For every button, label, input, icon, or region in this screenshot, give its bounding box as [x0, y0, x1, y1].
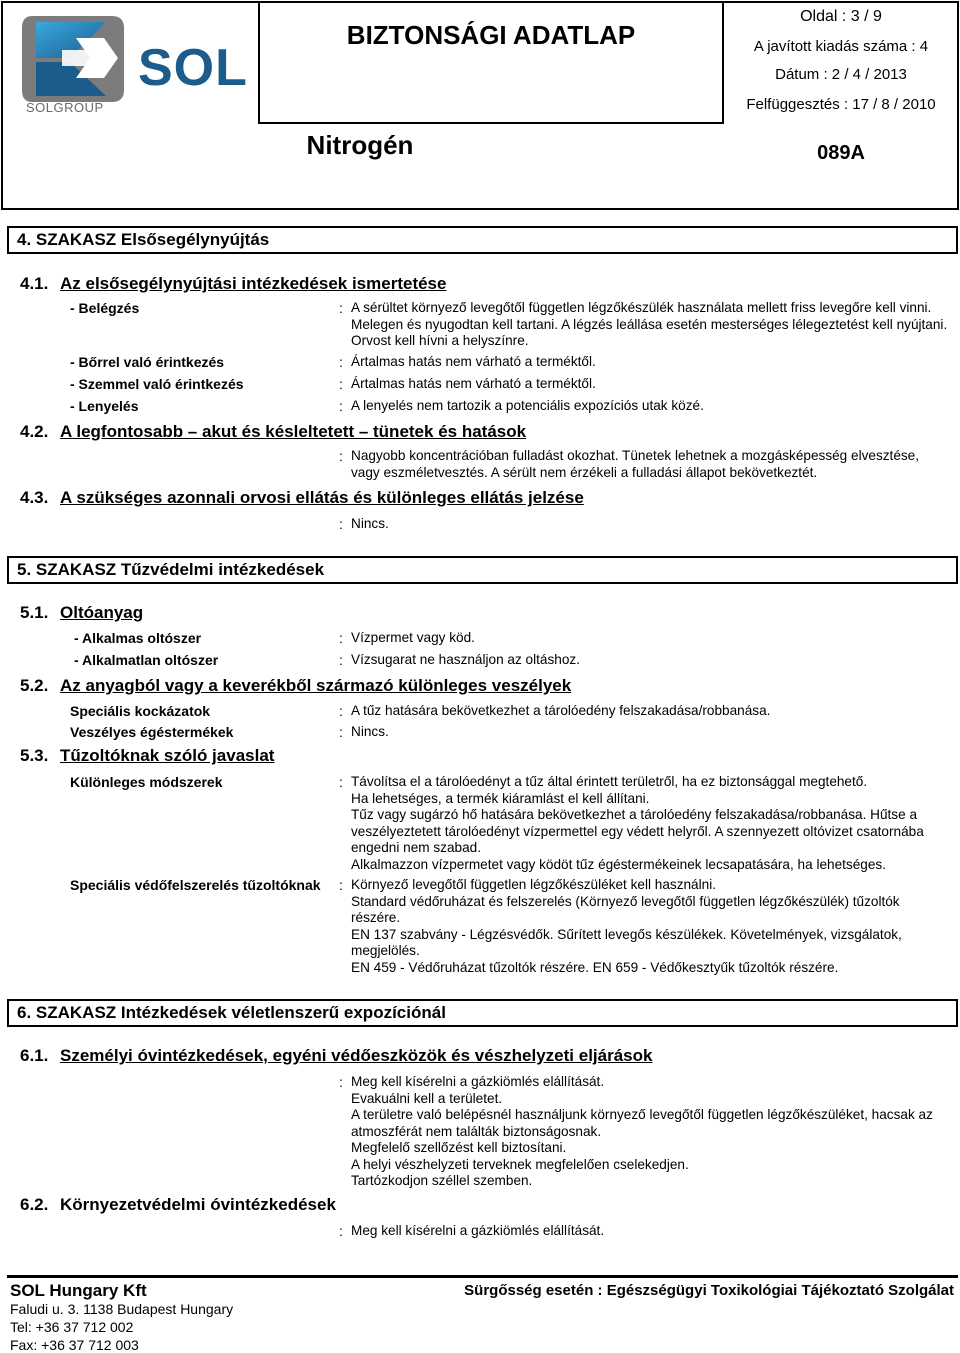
- text-line: Környező levegőtől független légzőkészüléket kell használni.: [351, 877, 716, 892]
- special-risks-value: A tűz hatására bekövetkezhet a tárolóedény felszakadása/robbanása.: [351, 703, 771, 718]
- text-line: Standard védőruházat és felszerelés (Környező levegőtől független légzőkészülék) tűzoltók részére.: [351, 893, 900, 925]
- footer-company: SOL Hungary Kft: [10, 1281, 147, 1300]
- subsection-title: Személyi óvintézkedések, egyéni védőeszközök és vészhelyzeti eljárások: [60, 1046, 653, 1065]
- subsection-number: 4.3.: [20, 488, 49, 507]
- footer-rule: [7, 1275, 958, 1278]
- company-logo: [14, 8, 250, 118]
- subsection-number: 4.2.: [20, 422, 49, 441]
- text-line: Ha lehetséges, a termék kiáramlást el kell állítani.: [351, 790, 650, 806]
- subsection-title: Környezetvédelmi óvintézkedések: [60, 1195, 336, 1214]
- subsection-6-2-heading: [20, 1195, 336, 1215]
- section-4-heading: 4. SZAKASZ Elsősegélynyújtás: [7, 226, 958, 254]
- text-line: Megfelelő szellőzést kell biztosítani.: [351, 1140, 567, 1155]
- section-6-heading: 6. SZAKASZ Intézkedések véletlenszerű expozíciónál: [7, 999, 958, 1027]
- colon: :: [339, 448, 343, 464]
- personal-precautions-value: [351, 1074, 951, 1190]
- colon: :: [339, 703, 343, 719]
- subsection-4-3-heading: [20, 488, 584, 508]
- colon: :: [339, 398, 343, 414]
- product-name: Nitrogén: [306, 130, 414, 160]
- unsuitable-media-value: Vízsugarat ne használjon az oltáshoz.: [351, 652, 580, 667]
- combustion-products-label: Veszélyes égéstermékek: [70, 724, 234, 740]
- text-line: A területre való belépésnél használjunk környező levegőtől független légzőkészüléket, hacsak az atmoszférát nem találták biztonságosnak.: [351, 1107, 933, 1139]
- subsection-number: 6.1.: [20, 1046, 49, 1065]
- environmental-precautions-value: Meg kell kísérelni a gázkiömlés elállítását.: [351, 1223, 605, 1238]
- medical-attention-value: Nincs.: [351, 516, 389, 531]
- subsection-title: A legfontosabb – akut és késleltetett – tünetek és hatások: [60, 422, 527, 441]
- page-number: Oldal : 3 / 9: [800, 8, 882, 25]
- ingestion-value: A lenyelés nem tartozik a potenciális expozíciós utak közé.: [351, 398, 704, 413]
- colon: :: [339, 774, 343, 790]
- protective-equipment-value: [351, 877, 951, 976]
- revision-date: Dátum : 2 / 4 / 2013: [775, 66, 907, 83]
- product-code: 089A: [817, 142, 865, 164]
- skin-contact-value: Ártalmas hatás nem várható a terméktől.: [351, 354, 596, 369]
- text-line: A helyi vészhelyzeti terveknek megfelelően cselekedjen.: [351, 1156, 689, 1172]
- subsection-title: Az elsősegélynyújtási intézkedések ismertetése: [60, 274, 447, 293]
- text-line: Tűz vagy sugárzó hő hatására bekövetkezhet a tárolóedény felszakadása/robbanása. Hűtse a veszélyeztetett tárolóedényt vízpermettel egy védett helyről. A szennyezett oltóvizet csatornába engedni nem szabad.: [351, 807, 924, 855]
- revision-number: A javított kiadás száma : 4: [753, 38, 929, 55]
- colon: :: [339, 1074, 343, 1090]
- colon: :: [339, 516, 343, 532]
- colon: :: [339, 376, 343, 392]
- footer-emergency: Sürgősség esetén : Egészségügyi Toxikológiai Tájékoztató Szolgálat: [464, 1282, 954, 1299]
- colon: :: [339, 300, 343, 316]
- section-5-heading: 5. SZAKASZ Tűzvédelmi intézkedések: [7, 556, 958, 584]
- colon: :: [339, 877, 343, 893]
- logo-text: SOL: [138, 39, 248, 97]
- subsection-number: 5.3.: [20, 746, 49, 765]
- ingestion-label: - Lenyelés: [70, 398, 139, 414]
- subsection-title: Tűzoltóknak szóló javaslat: [60, 746, 275, 765]
- subsection-title: Oltóanyag: [60, 603, 144, 622]
- subsection-number: 5.2.: [20, 676, 49, 695]
- unsuitable-media-label: - Alkalmatlan oltószer: [74, 652, 219, 668]
- subsection-number: 5.1.: [20, 603, 49, 622]
- colon: :: [339, 652, 343, 668]
- document-title: BIZTONSÁGI ADATLAP: [346, 20, 636, 50]
- text-line: Meg kell kísérelni a gázkiömlés elállítását.: [351, 1074, 605, 1089]
- text-line: Távolítsa el a tárolóedényt a tűz által érintett területről, ha ez biztonsággal megtehető.: [351, 774, 868, 789]
- protective-equipment-label: Speciális védőfelszerelés tűzoltóknak: [70, 877, 321, 893]
- colon: :: [339, 1223, 343, 1239]
- subsection-5-3-heading: [20, 746, 274, 766]
- footer-address: Faludi u. 3. 1138 Budapest Hungary: [10, 1301, 234, 1317]
- text-line: Evakuálni kell a területet.: [351, 1090, 503, 1106]
- subsection-number: 6.2.: [20, 1195, 49, 1214]
- header-divider-h: [258, 122, 724, 124]
- logo-subtext: SOLGROUP: [26, 100, 104, 115]
- symptoms-value: Nagyobb koncentrációban fulladást okozhat. Tünetek lehetnek a mozgásképesség elvesztése, vagy eszméletvesztés. A sérült nem érzékeli a fulladási állapot bekövetkeztét.: [351, 448, 920, 480]
- combustion-products-value: Nincs.: [351, 724, 389, 739]
- colon: :: [339, 724, 343, 740]
- skin-contact-label: - Bőrrel való érintkezés: [70, 354, 225, 370]
- subsection-4-2-heading: [20, 422, 526, 442]
- text-line: EN 137 szabvány - Légzésvédők. Sűrített levegős készülékek. Követelmények, vizsgálatok, megjelölés.: [351, 926, 902, 958]
- footer-phone: Tel: +36 37 712 002: [10, 1319, 134, 1335]
- subsection-5-1-heading: [20, 603, 143, 623]
- text-line: Tartózkodjon széllel szemben.: [351, 1173, 533, 1188]
- suitable-media-value: Vízpermet vagy köd.: [351, 630, 475, 645]
- text-line: Alkalmazzon vízpermetet vagy ködöt tűz égéstermékeinek lecsapatására, ha lehetséges.: [351, 856, 886, 872]
- special-methods-value: [351, 774, 951, 873]
- text-line: EN 459 - Védőruházat tűzoltók részére. EN 659 - Védőkesztyűk tűzoltók részére.: [351, 959, 839, 975]
- subsection-6-1-heading: [20, 1046, 652, 1066]
- subsection-number: 4.1.: [20, 274, 49, 293]
- subsection-title: A szükséges azonnali orvosi ellátás és különleges ellátás jelzése: [60, 488, 584, 507]
- eye-contact-value: Ártalmas hatás nem várható a terméktől.: [351, 376, 596, 391]
- special-methods-label: Különleges módszerek: [70, 774, 223, 790]
- footer-fax: Fax: +36 37 712 003: [10, 1337, 139, 1353]
- inhalation-value: A sérültet környező levegőtől független légzőkészülék használata mellett friss levegőre kell vinni. Melegen és nyugodtan kell tartani. A légzés leállása esetén mesterséges lélegeztetést kell nyújtani. Orvost kell hívni a helyszínre.: [351, 300, 948, 348]
- subsection-5-2-heading: [20, 676, 571, 696]
- subsection-4-1-heading: [20, 274, 446, 294]
- subsection-title: Az anyagból vagy a keverékből származó különleges veszélyek: [60, 676, 572, 695]
- special-risks-label: Speciális kockázatok: [70, 703, 211, 719]
- colon: :: [339, 354, 343, 370]
- supersedes-date: Felfüggesztés : 17 / 8 / 2010: [746, 96, 936, 113]
- colon: :: [339, 630, 343, 646]
- eye-contact-label: - Szemmel való érintkezés: [70, 376, 244, 392]
- inhalation-label: - Belégzés: [70, 300, 140, 316]
- suitable-media-label: - Alkalmas oltószer: [74, 630, 202, 646]
